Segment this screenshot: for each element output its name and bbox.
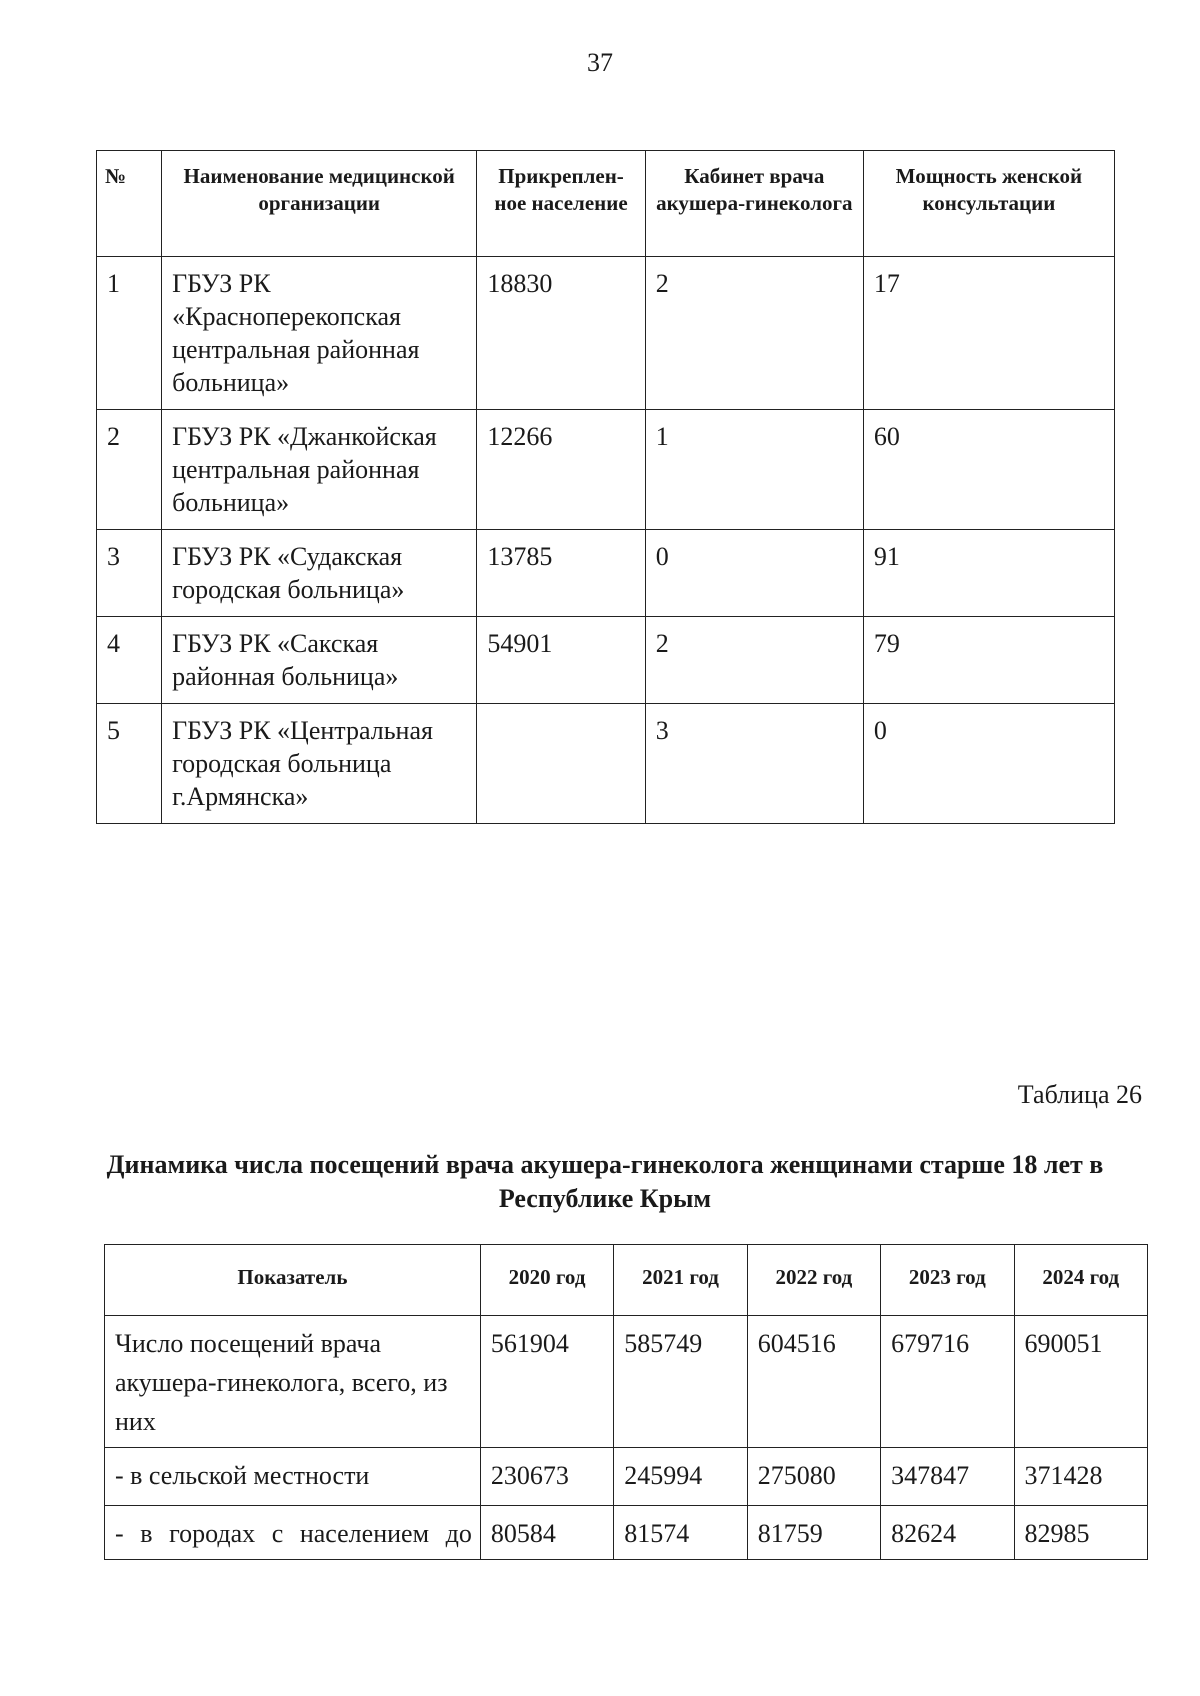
- column-header-number: №: [97, 151, 162, 257]
- column-header-indicator: Показатель: [105, 1245, 481, 1316]
- organization-name: ГБУЗ РК «Судакская городская больница»: [162, 530, 477, 617]
- population-cell: 18830: [477, 257, 645, 410]
- value-2023: 679716: [881, 1316, 1014, 1448]
- population-cell: 13785: [477, 530, 645, 617]
- capacity-cell: 79: [863, 617, 1114, 704]
- organizations-table: [96, 150, 1115, 824]
- table-title: Динамика числа посещений врача акушера-гинеколога женщинами старше 18 лет в Республике Крым: [106, 1150, 1104, 1213]
- capacity-cell: 17: [863, 257, 1114, 410]
- indicator-label: - в сельской местности: [105, 1448, 481, 1506]
- table-row: [97, 410, 1115, 530]
- column-header-2024: 2024 год: [1014, 1245, 1147, 1316]
- column-header-2020: 2020 год: [480, 1245, 613, 1316]
- value-2024: 690051: [1014, 1316, 1147, 1448]
- cabinet-cell: 2: [645, 257, 863, 410]
- cabinet-cell: 2: [645, 617, 863, 704]
- value-2020: 230673: [480, 1448, 613, 1506]
- organization-name: ГБУЗ РК «Джанкойская центральная районная больница»: [162, 410, 477, 530]
- value-2021: 585749: [614, 1316, 747, 1448]
- value-2023: 82624: [881, 1506, 1014, 1560]
- population-cell: 12266: [477, 410, 645, 530]
- population-cell: [477, 704, 645, 824]
- organization-name: ГБУЗ РК «Центральная городская больница г.Армянска»: [162, 704, 477, 824]
- value-2020: 561904: [480, 1316, 613, 1448]
- indicator-label: Число посещений врача акушера-гинеколога, всего, из них: [105, 1316, 481, 1448]
- capacity-cell: 0: [863, 704, 1114, 824]
- value-2021: 245994: [614, 1448, 747, 1506]
- column-header-capacity: Мощность женской консультации: [863, 151, 1114, 257]
- column-header-2023: 2023 год: [881, 1245, 1014, 1316]
- table-row: [97, 704, 1115, 824]
- table-row: [105, 1316, 1148, 1448]
- table-row: [105, 1506, 1148, 1560]
- column-header-cabinet: Кабинет врача акушера-гинеколога: [645, 151, 863, 257]
- table-header-row: [97, 151, 1115, 257]
- row-number: 2: [97, 410, 162, 530]
- value-2024: 371428: [1014, 1448, 1147, 1506]
- row-number: 3: [97, 530, 162, 617]
- cabinet-cell: 0: [645, 530, 863, 617]
- cabinet-cell: 1: [645, 410, 863, 530]
- population-cell: 54901: [477, 617, 645, 704]
- capacity-cell: 91: [863, 530, 1114, 617]
- column-header-2022: 2022 год: [747, 1245, 880, 1316]
- row-number: 4: [97, 617, 162, 704]
- visits-dynamics-table: [104, 1244, 1148, 1560]
- row-number: 1: [97, 257, 162, 410]
- table-label: Таблица 26: [1017, 1080, 1142, 1109]
- value-2022: 604516: [747, 1316, 880, 1448]
- row-number: 5: [97, 704, 162, 824]
- value-2021: 81574: [614, 1506, 747, 1560]
- value-2024: 82985: [1014, 1506, 1147, 1560]
- value-2023: 347847: [881, 1448, 1014, 1506]
- table-header-row: [105, 1245, 1148, 1316]
- value-2020: 80584: [480, 1506, 613, 1560]
- value-2022: 275080: [747, 1448, 880, 1506]
- capacity-cell: 60: [863, 410, 1114, 530]
- column-header-population: Прикреплен-ное население: [477, 151, 645, 257]
- organization-name: ГБУЗ РК «Красноперекопская центральная районная больница»: [162, 257, 477, 410]
- column-header-2021: 2021 год: [614, 1245, 747, 1316]
- value-2022: 81759: [747, 1506, 880, 1560]
- table-row: [97, 257, 1115, 410]
- organization-name: ГБУЗ РК «Сакская районная больница»: [162, 617, 477, 704]
- table-row: [105, 1448, 1148, 1506]
- indicator-label: - в городах с населением до: [105, 1506, 481, 1560]
- cabinet-cell: 3: [645, 704, 863, 824]
- column-header-organization: Наименование медицинской организации: [162, 151, 477, 257]
- page-number: 37: [587, 48, 613, 77]
- table-row: [97, 530, 1115, 617]
- table-row: [97, 617, 1115, 704]
